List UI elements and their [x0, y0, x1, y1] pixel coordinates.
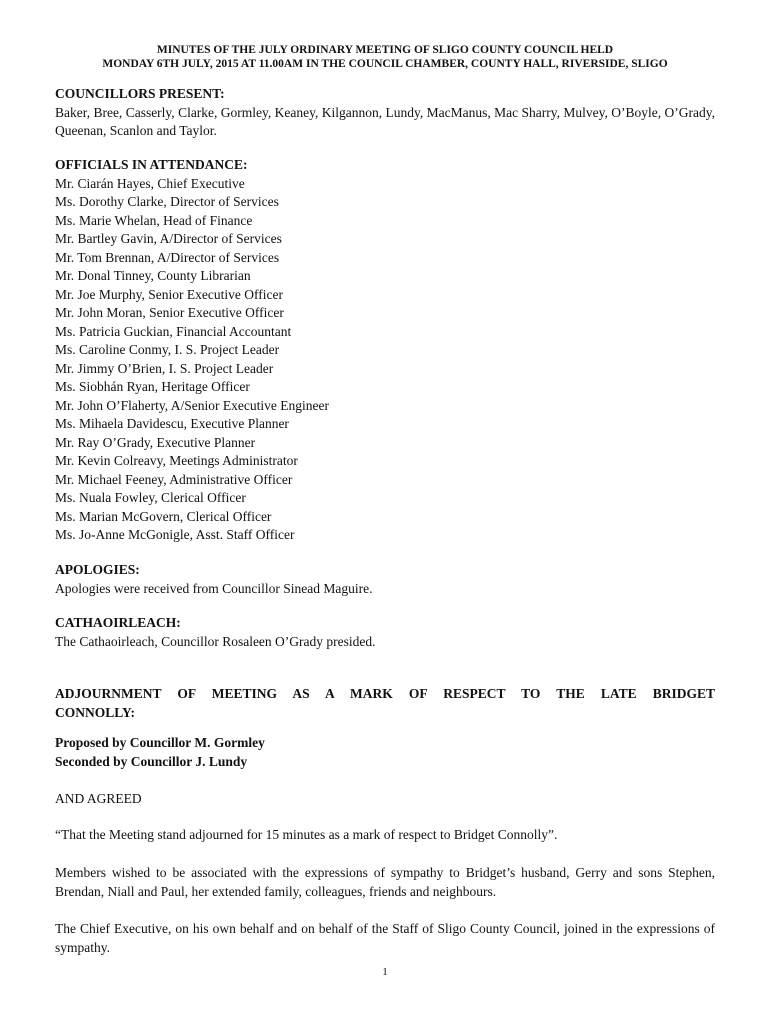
document-title — [40, 43, 730, 71]
officials-heading: OFFICIALS IN ATTENDANCE: — [55, 157, 248, 172]
title-line-1: MINUTES OF THE JULY ORDINARY MEETING OF SLIGO COUNTY COUNCIL HELD — [156, 44, 614, 56]
official-item: Mr. Ciarán Hayes, Chief Executive — [55, 175, 245, 191]
official-item: Ms. Marian McGovern, Clerical Officer — [55, 508, 272, 524]
official-item: Ms. Dorothy Clarke, Director of Services — [55, 194, 279, 209]
official-item: Mr. Donal Tinney, County Librarian — [55, 268, 251, 283]
official-item: Mr. John O’Flaherty, A/Senior Executive Engineer — [55, 397, 329, 413]
official-item: Mr. John Moran, Senior Executive Officer — [55, 305, 284, 320]
proposed-by: Proposed by Councillor M. Gormley — [55, 735, 265, 750]
adjournment-heading — [55, 685, 715, 722]
councillors-section — [55, 85, 715, 141]
adjournment-heading-line-1: ADJOURNMENT OF MEETING AS A MARK OF RESPECT TO THE LATE BRIDGET — [55, 686, 715, 701]
officials-section — [55, 156, 715, 545]
title-line-2: MONDAY 6TH JULY, 2015 AT 11.00AM IN THE COUNCIL CHAMBER, COUNTY HALL, RIVERSIDE, SLIGO — [102, 58, 668, 70]
chief-executive-sympathy-text: The Chief Executive, on his own behalf and on behalf of the Staff of Sligo County Council, joined in the expressions of sympathy. — [55, 921, 715, 955]
cathaoirleach-text: The Cathaoirleach, Councillor Rosaleen O’Grady presided. — [55, 633, 376, 649]
motion-block — [55, 734, 715, 771]
official-item: Ms. Siobhán Ryan, Heritage Officer — [55, 379, 250, 394]
councillors-list: Baker, Bree, Casserly, Clarke, Gormley, Keaney, Kilgannon, Lundy, MacManus, Mac Sharry, Mulvey, O’Boyle, O’Grady, Queenan, Scanlon and Taylor. — [55, 104, 715, 138]
official-item: Mr. Jimmy O’Brien, I. S. Project Leader — [55, 360, 274, 376]
and-agreed: AND AGREED — [55, 791, 142, 806]
official-item: Mr. Joe Murphy, Senior Executive Officer — [55, 286, 283, 302]
councillors-heading: COUNCILLORS PRESENT: — [55, 86, 225, 101]
official-item: Mr. Bartley Gavin, A/Director of Services — [55, 231, 282, 246]
official-item: Mr. Ray O’Grady, Executive Planner — [55, 434, 256, 450]
official-item: Ms. Caroline Conmy, I. S. Project Leader — [55, 342, 280, 357]
seconded-by: Seconded by Councillor J. Lundy — [55, 753, 248, 769]
resolution-text: “That the Meeting stand adjourned for 15 minutes as a mark of respect to Bridget Connolly”. — [55, 827, 558, 842]
apologies-section — [55, 561, 715, 598]
official-item: Mr. Kevin Colreavy, Meetings Administrator — [55, 453, 298, 468]
adjournment-heading-line-2: CONNOLLY: — [55, 704, 136, 720]
members-sympathy-text: Members wished to be associated with the expressions of sympathy to Bridget’s husband, Gerry and sons Stephen, Brendan, Niall and Paul, her extended family, colleagues, friends and neighbours. — [55, 865, 715, 899]
official-item: Ms. Marie Whelan, Head of Finance — [55, 212, 253, 228]
official-item: Mr. Michael Feeney, Administrative Officer — [55, 471, 293, 487]
cathaoirleach-heading: CATHAOIRLEACH: — [55, 615, 181, 630]
page-number: 1 — [382, 966, 388, 978]
cathaoirleach-section — [55, 614, 715, 651]
apologies-text: Apologies were received from Councillor Sinead Maguire. — [55, 580, 373, 596]
official-item: Ms. Patricia Guckian, Financial Accountant — [55, 323, 292, 339]
official-item: Ms. Nuala Fowley, Clerical Officer — [55, 490, 246, 505]
official-item: Ms. Jo-Anne McGonigle, Asst. Staff Officer — [55, 527, 295, 542]
official-item: Ms. Mihaela Davidescu, Executive Planner — [55, 416, 289, 431]
official-item: Mr. Tom Brennan, A/Director of Services — [55, 249, 280, 265]
apologies-heading: APOLOGIES: — [55, 562, 140, 577]
